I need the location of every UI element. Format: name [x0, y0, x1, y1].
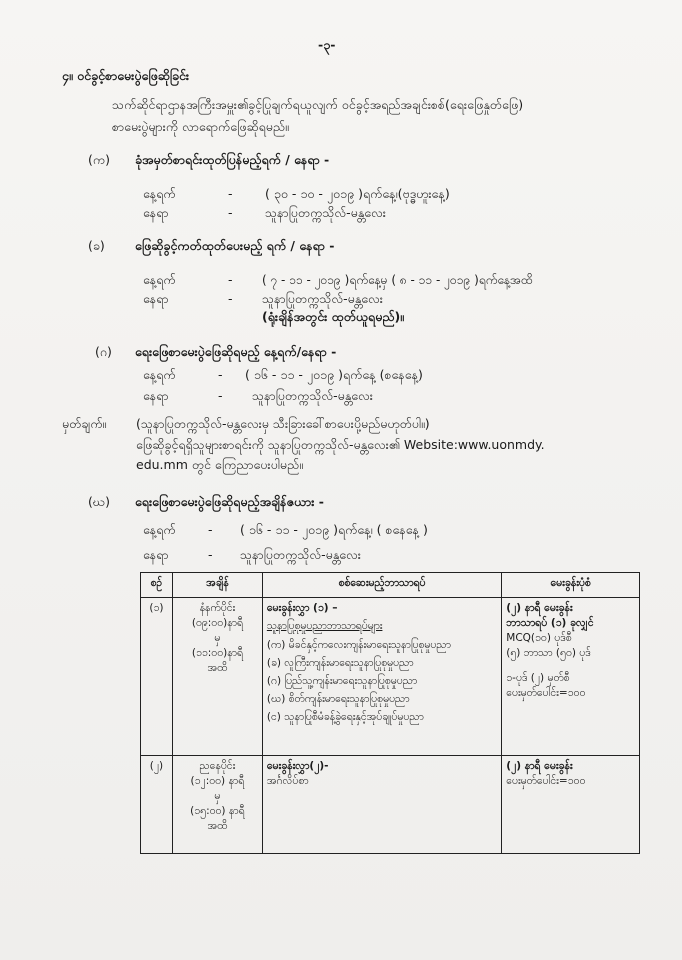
row-2-time-line: (၁၅:၀၀) နာရီ [190, 805, 245, 817]
row-1-subject-item: (ဃ) စိတ်ကျန်းမာရေးသူနာပြုစုမှုပညာ [266, 693, 410, 705]
row-1-format-spacer [506, 661, 635, 671]
item-ka-title: ခုံအမှတ်စာရင်းထုတ်ပြန်မည့်ရက် / နေရာ - [135, 152, 330, 167]
item-ka-place-dash: - [228, 205, 233, 220]
note-label: မှတ်ချက်။ [62, 416, 107, 431]
row-1-time [172, 598, 262, 756]
item-gha-place-label: နေရာ [143, 547, 169, 562]
row-1-format-line: ဘာသာရပ် (၁) ခုလျှင် [506, 617, 594, 629]
item-ga-place-label: နေရာ [143, 388, 169, 403]
header-format: မေးခွန်းပုံစံ [502, 573, 640, 598]
item-kha-place-note: (ရုံးချိန်အတွင်း ထုတ်ယူရမည်)။ [262, 309, 404, 324]
table-row [141, 756, 640, 854]
row-1-format-line: ၁-ပုဒ် (၂) မှတ်စီ [506, 672, 570, 684]
item-ka-place-value: သူနာပြုတက္ကသိုလ်-မန္တလေး [265, 205, 386, 220]
row-2-time-line: (၁၂:၀၀) နာရီ [190, 775, 245, 787]
row-1-no: (၁) [141, 598, 173, 756]
item-gha-marker: (ဃ) [88, 494, 110, 509]
row-1-subject [262, 598, 501, 756]
row-1-time-line: မှ [214, 632, 221, 644]
row-1-time-line: အထိ [207, 662, 228, 674]
row-2-format-line: (၂) နာရီ မေးခွန်း [506, 760, 573, 772]
row-2-format [502, 756, 640, 854]
row-1-time-line: (၁၁:၀၀)နာရီ [191, 647, 243, 659]
item-ka-marker: (က) [88, 152, 110, 167]
row-1-subject-item: (က) မိခင်နှင့်ကလေးကျန်းမာရေးသူနာပြုစုမှုပညာ [266, 639, 451, 651]
item-kha-title: ဖြေဆိုခွင့်ကတ်ထုတ်ပေးမည့် ရက် / နေရာ - [135, 238, 335, 253]
item-ga-date-value: ( ၁၆ - ၁၁ - ၂၀၁၉ )ရက်နေ့ (စနေနေ့) [245, 367, 423, 382]
row-1-format-line: ပေးမှတ်ပေါင်း=၁၀၀ [506, 687, 586, 699]
item-kha-place-dash: - [228, 291, 233, 306]
row-1-format-line: MCQ(၁၀) ပုဒ်စီ [506, 632, 572, 644]
table-row [141, 598, 640, 756]
item-kha-date-label: နေ့ရက် [143, 272, 176, 287]
item-kha-date-dash: - [228, 272, 233, 287]
row-1-subject-item: (ခ) လူကြီးကျန်းမာရေးသူနာပြုစုမှုပညာ [266, 657, 414, 669]
row-2-paper: မေးခွန်းလွှာ(၂)- [266, 760, 329, 772]
note-line-3: edu.mm တွင် ကြေညာပေးပါမည်။ [136, 457, 303, 472]
item-kha-place-value: သူနာပြုတက္ကသိုလ်-မန္တလေး [262, 291, 383, 306]
intro-line-1: သက်ဆိုင်ရာဌာနအကြီးအမှူး၏ခွင့်ပြုချက်ရယူလျက် ဝင်ခွင့်အရည်အချင်းစစ်(ရေးဖြေနှုတ်ဖြေ) [112, 97, 524, 112]
note-line-1: (သူနာပြုတက္ကသိုလ်-မန္တလေးမှ သီးခြားခေါ်စာပေးပို့မည်မဟုတ်ပါ။) [136, 416, 430, 431]
item-ga-date-dash: - [218, 367, 223, 382]
section-heading: ၄။ ဝင်ခွင့်စာမေးပွဲဖြေဆိုခြင်း [62, 68, 190, 83]
row-2-time [172, 756, 262, 854]
row-1-paper: မေးခွန်းလွှာ (၁) – [266, 602, 338, 614]
row-1-format [502, 598, 640, 756]
page-number: -၃- [318, 37, 336, 52]
row-2-format-line: ပေးမှတ်ပေါင်း=၁၀၀ [506, 775, 586, 787]
intro-line-2: စာမေးပွဲများကို လာရောက်ဖြေဆိုရမည်။ [112, 119, 289, 134]
item-gha-place-value: သူနာပြုတက္ကသိုလ်-မန္တလေး [240, 547, 361, 562]
item-ga-title: ရေးဖြေစာမေးပွဲဖြေဆိုရမည့် နေ့ရက်/နေရာ - [135, 344, 337, 359]
item-ka-date-dash: - [228, 186, 233, 201]
row-1-paper-subtitle: သူနာပြုစုမှုပညာဘာသာရပ်များ [266, 620, 383, 632]
row-1-subject-item: (င) သူနာပြုစီမံခန့်ခွဲရေးနှင့်အုပ်ချုပ်မှုပညာ [266, 711, 424, 723]
row-1-time-line: နံနက်ပိုင်း [199, 602, 236, 614]
item-gha-place-dash: - [208, 547, 213, 562]
row-1-subject-item: (ဂ) ပြည်သူ့ကျန်းမာရေးသူနာပြုစုမှုပညာ [266, 675, 418, 687]
header-subject: စစ်ဆေးမည့်ဘာသာရပ် [262, 573, 501, 598]
schedule-table [140, 572, 640, 854]
item-kha-marker: (ခ) [88, 238, 105, 253]
item-ga-place-dash: - [218, 388, 223, 403]
item-kha-place-label: နေရာ [143, 291, 169, 306]
row-2-time-line: မှ [214, 790, 221, 802]
item-ka-date-value: ( ၃၀ - ၁၀ - ၂၀၁၉ )ရက်နေ့၊(ဗုဒ္ဓဟူးနေ့) [265, 186, 450, 201]
table-header-row [141, 573, 640, 598]
item-ga-place-value: သူနာပြုတက္ကသိုလ်-မန္တလေး [252, 388, 373, 403]
row-2-subject [262, 756, 501, 854]
header-time: အချိန် [172, 573, 262, 598]
note-line-2: ဖြေဆိုခွင့်ရရှိသူများစာရင်းကို သူနာပြုတက္ကသိုလ်-မန္တလေး၏ Website:www.uonmdy. [136, 437, 545, 452]
item-ga-marker: (ဂ) [95, 344, 112, 359]
item-gha-date-dash: - [208, 522, 213, 537]
item-ka-place-label: နေရာ [143, 205, 169, 220]
row-1-time-line: (၀၉:၀၀)နာရီ [191, 617, 243, 629]
item-kha-date-value: ( ၇ - ၁၁ - ၂၀၁၉ )ရက်နေ့မှ ( ၈ - ၁၁ - ၂၀၁၉ )ရက်နေ့အထိ [262, 273, 533, 287]
row-2-no: (၂) [141, 756, 173, 854]
item-ka-date-label: နေ့ရက် [143, 186, 176, 201]
item-gha-date-label: နေ့ရက် [143, 522, 176, 537]
item-ga-date-label: နေ့ရက် [143, 367, 176, 382]
item-gha-title: ရေးဖြေစာမေးပွဲဖြေဆိုရမည့်အချိန်ဇယား - [135, 494, 324, 509]
row-2-time-line: အထိ [207, 820, 228, 832]
row-1-format-line: (၂) နာရီ မေးခွန်း [506, 602, 573, 614]
item-gha-date-value: ( ၁၆ - ၁၁ - ၂၀၁၉ )ရက်နေ့၊ ( စနေနေ့ ) [240, 522, 428, 537]
row-2-time-line: ညနေပိုင်း [199, 760, 236, 772]
row-2-paper-subtitle: အင်္ဂလိပ်စာ [266, 775, 309, 787]
header-no: စဉ် [141, 573, 173, 598]
row-1-format-line: (၅) ဘာသာ (၅၀) ပုဒ် [506, 647, 591, 659]
